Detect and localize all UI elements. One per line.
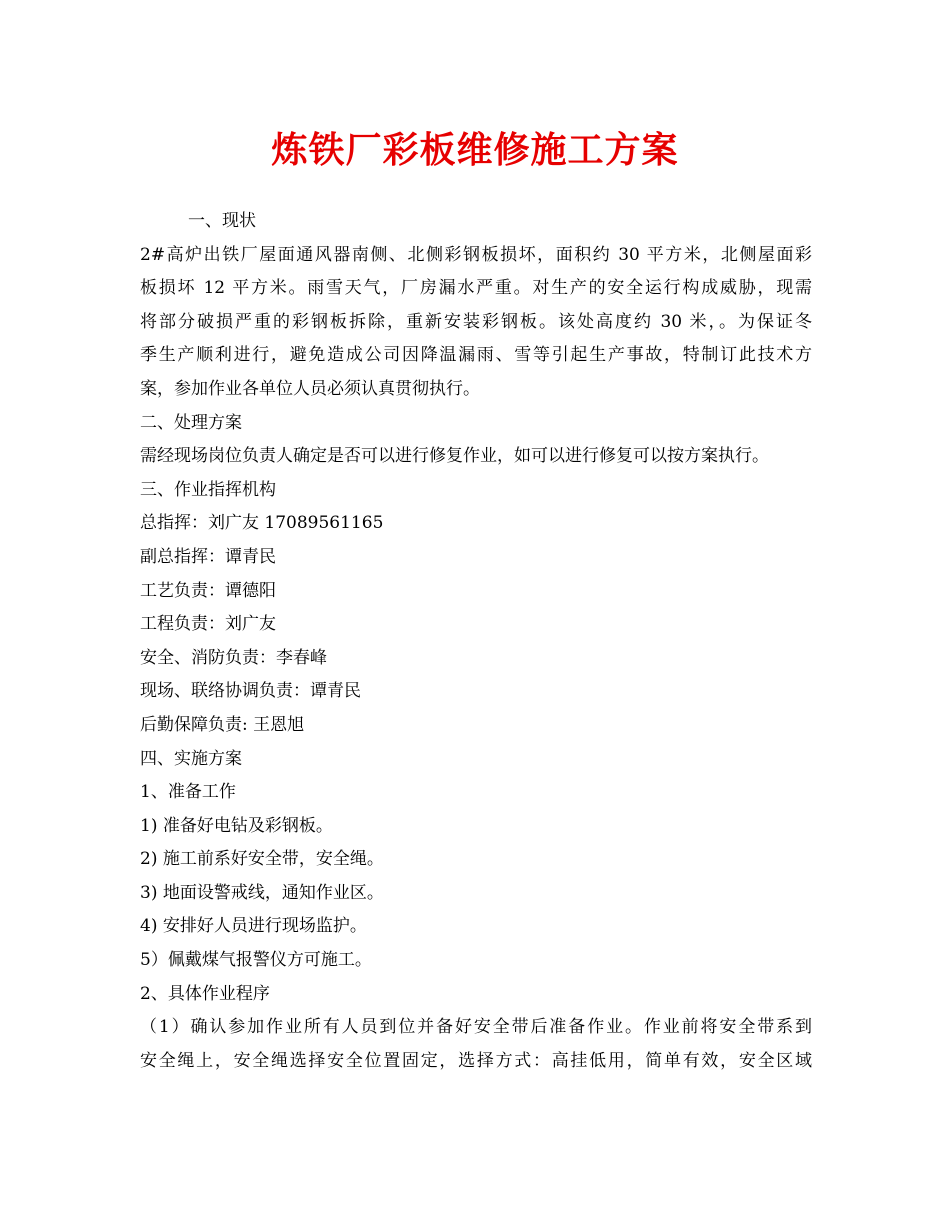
list-item: 2) 施工前系好安全带，安全绳。 [140, 849, 384, 870]
list-item: 4) 安排好人员进行现场监护。 [140, 916, 367, 937]
section-heading-plan: 二、处理方案 [140, 412, 242, 433]
list-item: 3) 地面设警戒线，通知作业区。 [140, 882, 384, 903]
paragraph-line: （1）确认参加作业所有人员到位并备好安全带后准备作业。作业前将安全带系到 [140, 1017, 812, 1038]
document-title: 炼铁厂彩板维修施工方案 [271, 129, 679, 171]
document-body [140, 205, 812, 1078]
engineering-lead-line: 工程负责：刘广友 [140, 614, 276, 635]
paragraph-line: 案，参加作业各单位人员必须认真贯彻执行。 [140, 378, 480, 399]
paragraph-line: 需经现场岗位负责人确定是否可以进行修复作业，如可以进行修复可以按方案执行。 [140, 446, 769, 467]
site-coordination-lead-line: 现场、联络协调负责：谭青民 [140, 681, 361, 702]
paragraph-line: 板损坏 12 平方米。雨雪天气，厂房漏水严重。对生产的安全运行构成威胁，现需 [140, 278, 812, 299]
safety-lead-line: 安全、消防负责：李春峰 [140, 647, 327, 668]
paragraph-line: 2#高炉出铁厂屋面通风器南侧、北侧彩钢板损坏，面积约 30 平方米，北侧屋面彩 [140, 244, 812, 265]
process-lead-line: 工艺负责：谭德阳 [140, 580, 276, 601]
section-heading-command: 三、作业指挥机构 [140, 479, 276, 500]
subsection-heading-preparation: 1、准备工作 [140, 782, 236, 803]
paragraph-line: 安全绳上，安全绳选择安全位置固定，选择方式：高挂低用，简单有效，安全区域 [140, 1050, 812, 1071]
subsection-heading-procedure: 2、具体作业程序 [140, 983, 270, 1004]
section-heading-status: 一、现状 [188, 211, 256, 231]
paragraph-line: 季生产顺利进行，避免造成公司因降温漏雨、雪等引起生产事故，特制订此技术方 [140, 345, 812, 366]
list-item: 5）佩戴煤气报警仪方可施工。 [140, 950, 372, 971]
section-heading-implementation: 四、实施方案 [140, 748, 242, 769]
deputy-commander-line: 副总指挥：谭青民 [140, 546, 276, 567]
paragraph-line: 将部分破损严重的彩钢板拆除，重新安装彩钢板。该处高度约 30 米，。为保证冬 [140, 311, 812, 332]
commander-line: 总指挥：刘广友 17089561165 [140, 513, 384, 534]
logistics-lead-line: 后勤保障负责: 王恩旭 [140, 714, 305, 735]
list-item: 1) 准备好电钻及彩钢板。 [140, 815, 333, 836]
